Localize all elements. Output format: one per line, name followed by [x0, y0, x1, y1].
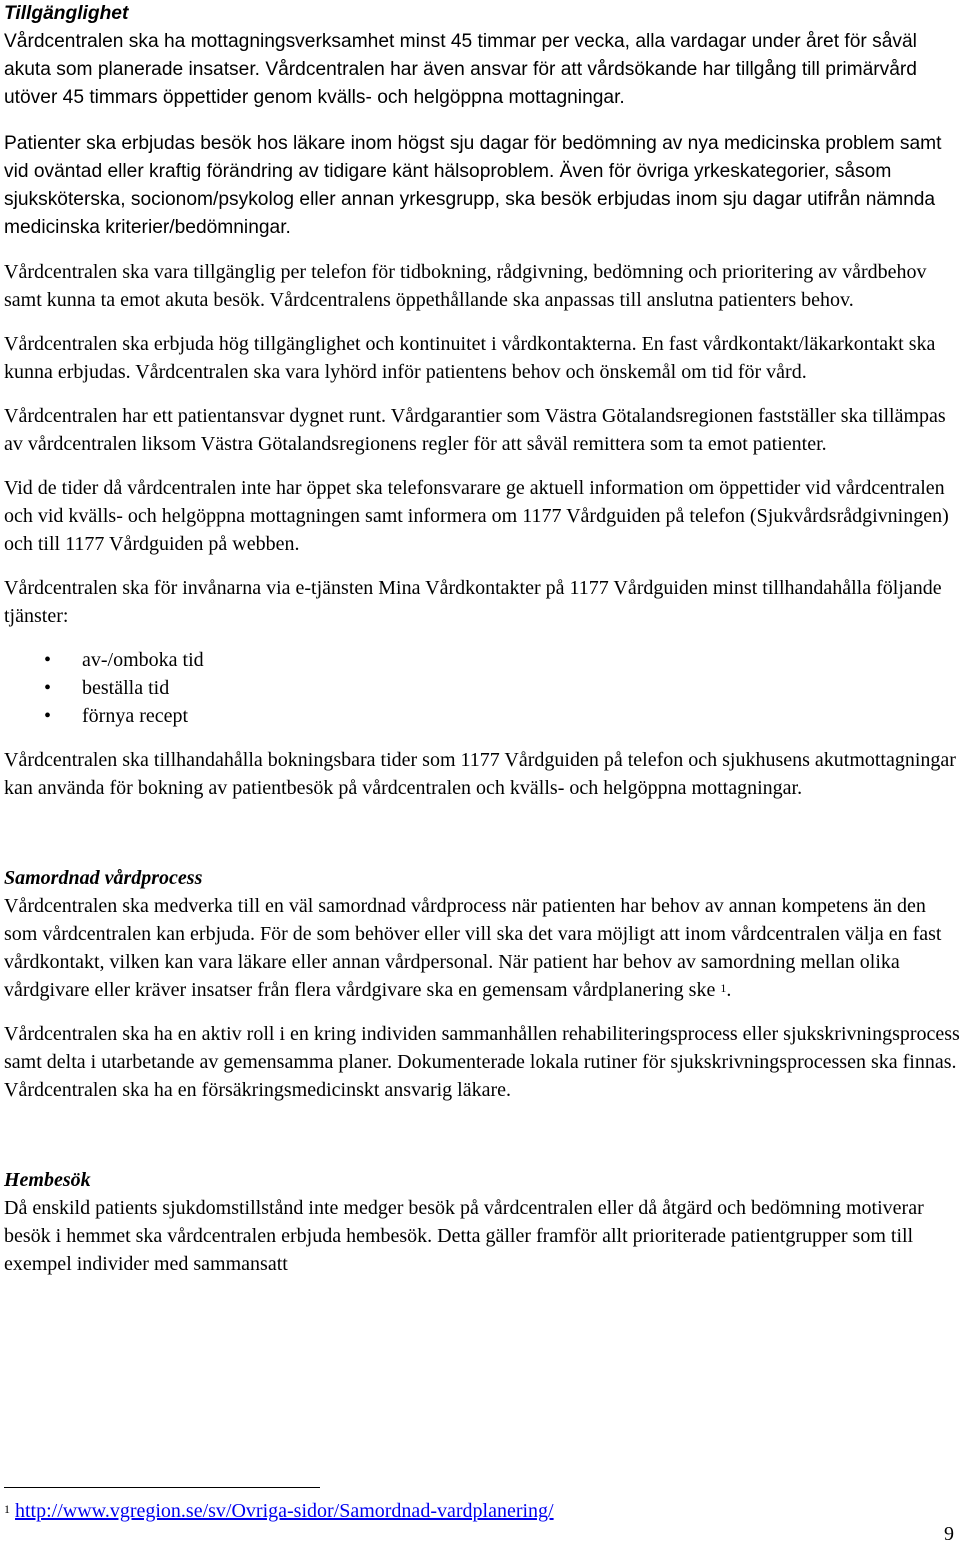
- list-item: [4, 702, 960, 730]
- section-heading-samordnad-vardprocess: Samordnad vårdprocess: [4, 867, 203, 889]
- footnote-divider: [4, 1487, 320, 1488]
- footnote: [4, 1498, 554, 1524]
- paragraph-intro: Vårdcentralen ska ha mottagningsverksamhet minst 45 timmar per vecka, alla vardagar under året för såväl akuta som planerade insatser. Vårdcentralen har även ansvar för att vårdsökande har tillgång till primärvård utöver 45 timmars öppettider genom kvälls- och helgöppna mottagningar.: [4, 31, 917, 108]
- bullet-icon: •: [44, 677, 52, 699]
- section-heading-hembesok: Hembesök: [4, 1169, 91, 1191]
- paragraph-bokningsbara-tider: Vårdcentralen ska tillhandahålla bokningsbara tider som 1177 Vårdguiden på telefon och sjukhusens akutmottagningar kan använda för bokning av patientbesök på vårdcentralen och kvälls- och helgöppna mottagningar.: [4, 749, 956, 799]
- footnote-link[interactable]: http://www.vgregion.se/sv/Ovriga-sidor/Samordnad-vardplanering/: [15, 1500, 554, 1522]
- list-item-text: av-/omboka tid: [82, 649, 204, 671]
- paragraph-samordnad-end: .: [726, 979, 732, 1001]
- paragraph-hembesok: Då enskild patients sjukdomstillstånd inte medger besök på vårdcentralen eller då åtgärd och bedömning motiverar besök i hemmet ska vårdcentralen erbjuda hembesök. Detta gäller framför allt prioriterade patientgrupper som till exempel individer med sammansatt: [4, 1197, 924, 1275]
- list-item: [4, 646, 960, 674]
- footnote-reference[interactable]: 1: [720, 981, 727, 995]
- document-page: [4, 0, 960, 1278]
- footnote-number: 1: [4, 1502, 10, 1516]
- list-item-text: förnya recept: [82, 705, 189, 727]
- section-heading-tillganglighet: Tillgänglighet: [4, 3, 129, 24]
- paragraph-e-tjanster: Vårdcentralen ska för invånarna via e-tjänsten Mina Vårdkontakter på 1177 Vårdguiden minst tillhandahålla följande tjänster:: [4, 577, 942, 627]
- paragraph-patientansvar: Vårdcentralen har ett patientansvar dygnet runt. Vårdgarantier som Västra Götalandsregionen fastställer ska tillämpas av vårdcentralen liksom Västra Götalandsregionens regler för att såväl remittera som ta emot patienter.: [4, 405, 946, 455]
- paragraph-lakarbesok: Patienter ska erbjudas besök hos läkare inom högst sju dagar för bedömning av nya medicinska problem samt vid oväntad eller kraftig förändring av tidigare känt hälsoproblem. Även för övriga yrkeskategorier, såsom sjuksköterska, socionom/psykolog eller annan yrkesgrupp, ska besök erbjudas inom sju dagar utifrån nämnda medicinska kriterier/bedömningar.: [4, 133, 942, 238]
- bullet-icon: •: [44, 705, 52, 727]
- list-item: [4, 674, 960, 702]
- paragraph-telefon: Vårdcentralen ska vara tillgänglig per telefon för tidbokning, rådgivning, bedömning och prioritering av vårdbehov samt kunna ta emot akuta besök. Vårdcentralens öppethållande ska anpassas till anslutna patienters behov.: [4, 261, 927, 311]
- paragraph-rehabilitering: Vårdcentralen ska ha en aktiv roll i en kring individen sammanhållen rehabiliteringsprocess eller sjukskrivningsprocess samt delta i utarbetande av gemensamma planer. Dokumenterade lokala rutiner för sjukskrivningsprocessen ska finnas. Vårdcentralen ska ha en försäkringsmedicinskt ansvarig läkare.: [4, 1023, 960, 1101]
- paragraph-samordnad: [4, 892, 960, 1004]
- paragraph-kontinuitet: Vårdcentralen ska erbjuda hög tillgänglighet och kontinuitet i vårdkontakterna. En fast vårdkontakt/läkarkontakt ska kunna erbjudas. Vårdcentralen ska vara lyhörd inför patientens behov och önskemål om tid för vård.: [4, 333, 936, 383]
- paragraph-telefonsvarare: Vid de tider då vårdcentralen inte har öppet ska telefonsvarare ge aktuell information om öppettider vid vårdcentralen och vid kvälls- och helgöppna mottagningen samt informera om 1177 Vårdguiden på telefon (Sjukvårdsrådgivningen) och till 1177 Vårdguiden på webben.: [4, 477, 949, 555]
- bullet-icon: •: [44, 649, 52, 671]
- page-number: 9: [944, 1523, 954, 1545]
- bullet-list-services: [4, 646, 960, 730]
- paragraph-samordnad-text: Vårdcentralen ska medverka till en väl samordnad vårdprocess när patienten har behov av annan kompetens än den som vårdcentralen kan erbjuda. För de som behöver eller vill ska det vara möjligt att inom vårdcentralen välja en fast vårdkontakt, vilken kan vara läkare eller annan vårdpersonal. När patient har behov av samordning mellan olika vårdgivare eller kräver insatser från flera vårdgivare ska en gemensam vårdplanering ske: [4, 895, 942, 1001]
- list-item-text: beställa tid: [82, 677, 170, 699]
